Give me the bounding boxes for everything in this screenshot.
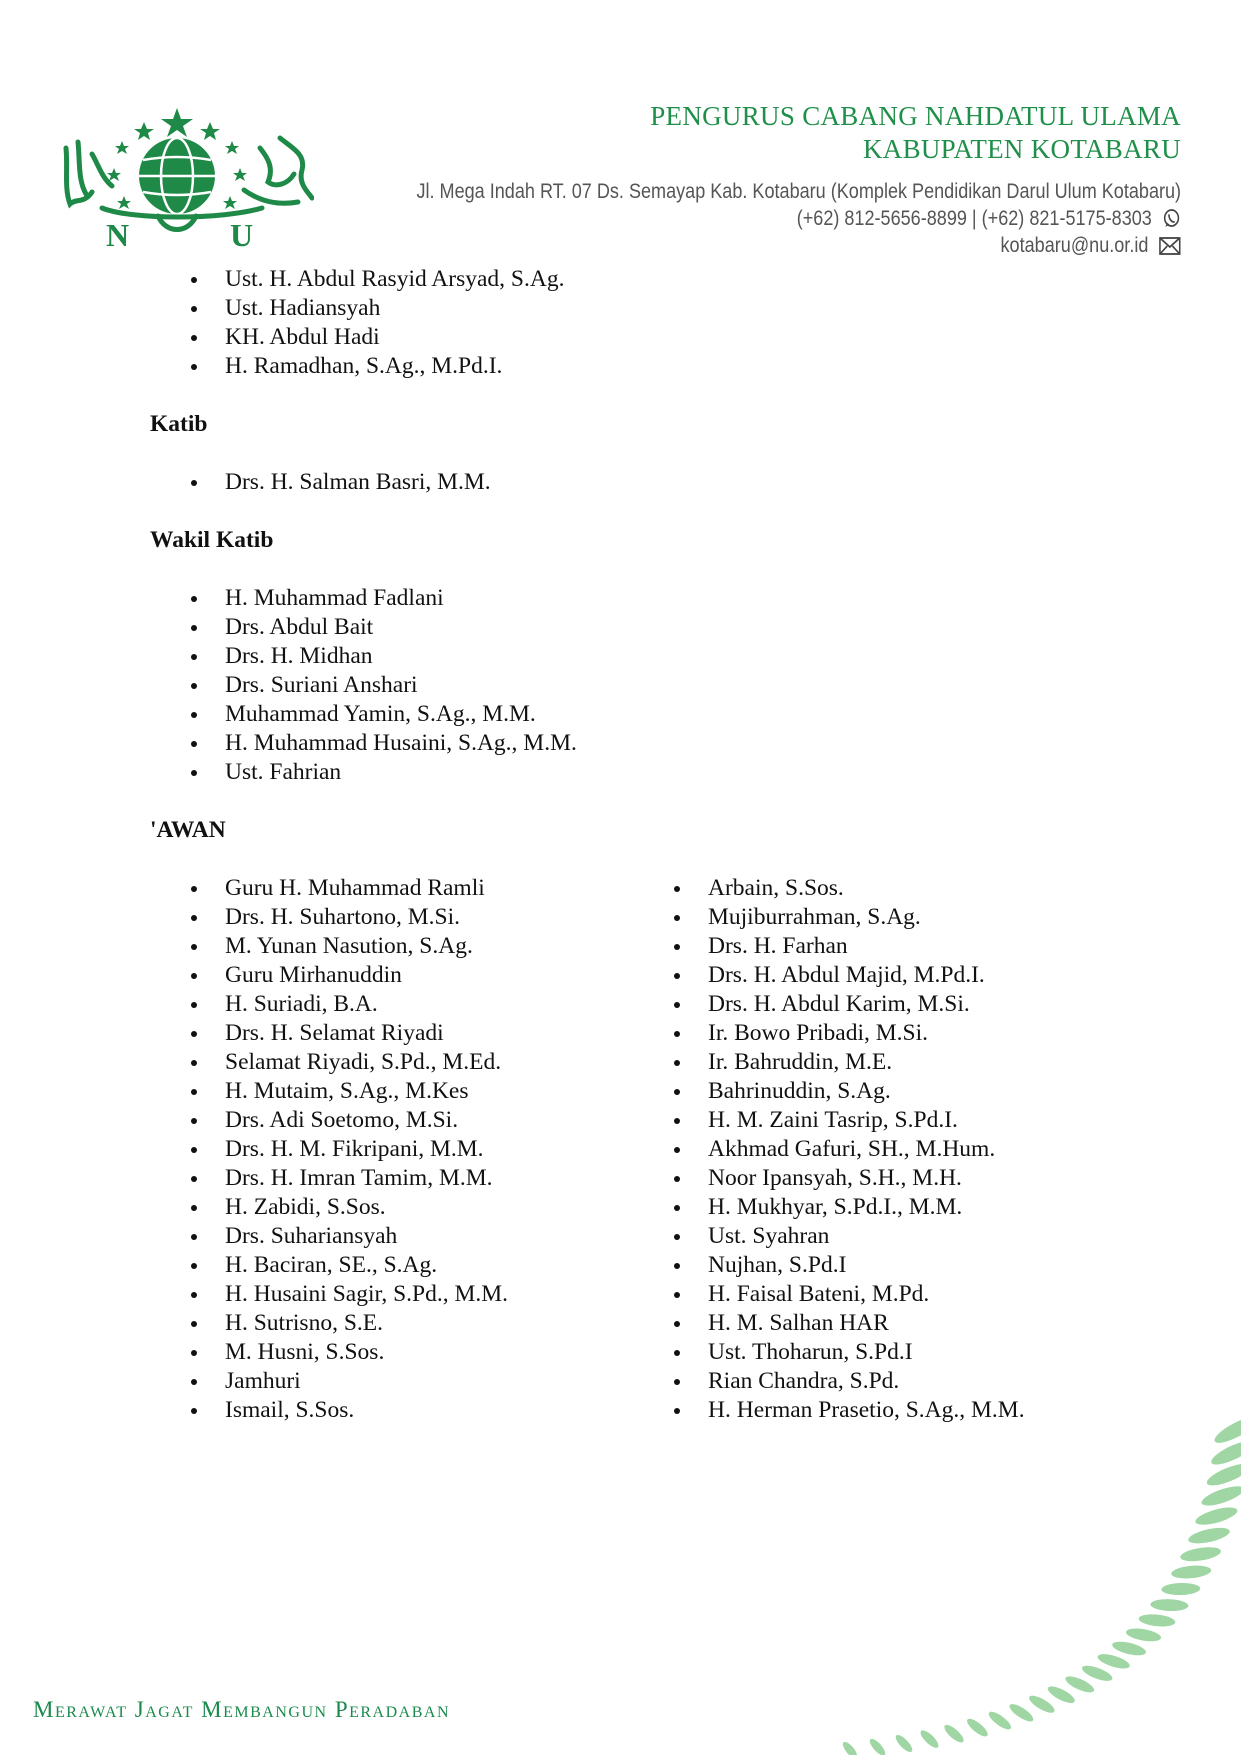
email-line xyxy=(416,232,1181,259)
list-item: Guru Mirhanuddin xyxy=(150,961,633,990)
list-item: H. Mukhyar, S.Pd.I., M.M. xyxy=(633,1193,1133,1222)
katib-list xyxy=(150,468,1150,497)
list-item: Mujiburrahman, S.Ag. xyxy=(633,903,1133,932)
org-name-line: PENGURUS CABANG NAHDATUL ULAMA xyxy=(650,101,1181,131)
address-line xyxy=(416,178,1181,205)
list-item: Akhmad Gafuri, SH., M.Hum. xyxy=(633,1135,1133,1164)
list-item: Noor Ipansyah, S.H., M.H. xyxy=(633,1164,1133,1193)
list-item: Drs. H. Midhan xyxy=(150,642,1150,671)
list-item: H. Muhammad Fadlani xyxy=(150,584,1150,613)
list-item: Bahrinuddin, S.Ag. xyxy=(633,1077,1133,1106)
list-item: Ust. H. Abdul Rasyid Arsyad, S.Ag. xyxy=(150,265,1150,294)
list-item: Drs. H. Suhartono, M.Si. xyxy=(150,903,633,932)
rope-strand xyxy=(841,1740,860,1755)
list-item: Ust. Syahran xyxy=(633,1222,1133,1251)
list-item: H. Ramadhan, S.Ag., M.Pd.I. xyxy=(150,352,1150,381)
awan-heading: 'AWAN xyxy=(150,817,226,843)
list-item: Arbain, S.Sos. xyxy=(633,874,1133,903)
envelope-icon xyxy=(1159,236,1181,256)
list-item: Ust. Fahrian xyxy=(150,758,1150,787)
rope-strand xyxy=(1171,1564,1212,1580)
list-item: Drs. H. Imran Tamim, M.M. xyxy=(150,1164,633,1193)
list-item: Drs. Adi Soetomo, M.Si. xyxy=(150,1106,633,1135)
list-item: H. Muhammad Husaini, S.Ag., M.M. xyxy=(150,729,1150,758)
rope-decoration xyxy=(840,1420,1241,1755)
list-item: Drs. H. Salman Basri, M.M. xyxy=(150,468,1150,497)
rope-strand xyxy=(867,1737,887,1755)
list-item: H. Mutaim, S.Ag., M.Kes xyxy=(150,1077,633,1106)
list-item: H. Baciran, SE., S.Ag. xyxy=(150,1251,633,1280)
rope-strand xyxy=(965,1716,991,1739)
rope-strand xyxy=(1194,1504,1239,1528)
rope-strand xyxy=(1111,1639,1147,1658)
list-item: Ust. Thoharun, S.Pd.I xyxy=(633,1338,1133,1367)
org-region-line: KABUPATEN KOTABARU xyxy=(862,134,1181,164)
katib-heading: Katib xyxy=(150,411,208,437)
list-item: Drs. H. Selamat Riyadi xyxy=(150,1019,633,1048)
awan-list-left xyxy=(150,874,633,1425)
list-item: Ir. Bowo Pribadi, M.Si. xyxy=(633,1019,1133,1048)
rope-strand xyxy=(1007,1701,1035,1724)
continued-member-list xyxy=(150,265,1150,381)
list-item: Ust. Hadiansyah xyxy=(150,294,1150,323)
rope-strand xyxy=(1200,1482,1241,1509)
contact-block xyxy=(416,178,1181,259)
list-item: Ir. Bahruddin, M.E. xyxy=(633,1048,1133,1077)
list-item: M. Yunan Nasution, S.Ag. xyxy=(150,932,633,961)
rope-strand xyxy=(1138,1613,1176,1628)
rope-strand xyxy=(1179,1545,1222,1564)
document-body xyxy=(150,265,1150,1425)
list-item: M. Husni, S.Sos. xyxy=(150,1338,633,1367)
rope-strand xyxy=(986,1709,1013,1732)
organization-title xyxy=(650,100,1181,166)
rope-strand xyxy=(918,1728,941,1751)
list-item: Drs. H. Abdul Karim, M.Si. xyxy=(633,990,1133,1019)
list-item: H. Sutrisno, S.E. xyxy=(150,1309,633,1338)
rope-strand xyxy=(942,1722,966,1745)
list-item: Nujhan, S.Pd.I xyxy=(633,1251,1133,1280)
list-item: Selamat Riyadi, S.Pd., M.Ed. xyxy=(150,1048,633,1077)
rope-strand xyxy=(1063,1673,1096,1695)
list-item: H. M. Salhan HAR xyxy=(633,1309,1133,1338)
phone-text: (+62) 812-5656-8899 | (+62) 821-5175-8303 xyxy=(796,207,1152,230)
list-item: Drs. Suriani Anshari xyxy=(150,671,1150,700)
phone-line xyxy=(416,205,1181,232)
list-item: Drs. H. M. Fikripani, M.M. xyxy=(150,1135,633,1164)
list-item: Drs. Suhariansyah xyxy=(150,1222,633,1251)
footer-slogan: Merawat Jagat Membangun Peradaban xyxy=(33,1697,450,1722)
list-item: Jamhuri xyxy=(150,1367,633,1396)
rope-strand xyxy=(1080,1663,1114,1684)
logo-letter-u: U xyxy=(230,217,254,250)
wakil-katib-list xyxy=(150,584,1150,787)
list-item: KH. Abdul Hadi xyxy=(150,323,1150,352)
list-item: Muhammad Yamin, S.Ag., M.M. xyxy=(150,700,1150,729)
rope-strand xyxy=(1046,1683,1077,1706)
list-item: Rian Chandra, S.Pd. xyxy=(633,1367,1133,1396)
rope-strand xyxy=(893,1733,914,1755)
rope-strand xyxy=(1125,1626,1162,1643)
list-item: H. Herman Prasetio, S.Ag., M.M. xyxy=(633,1396,1133,1425)
rope-strand xyxy=(1027,1693,1057,1716)
list-item: Drs. H. Farhan xyxy=(633,932,1133,961)
email-text: kotabaru@nu.or.id xyxy=(1000,234,1149,257)
list-item: H. Zabidi, S.Sos. xyxy=(150,1193,633,1222)
address-text: Jl. Mega Indah RT. 07 Ds. Semayap Kab. Kotabaru (Komplek Pendidikan Darul Ulum Kotabaru) xyxy=(416,180,1181,203)
list-item: H. Suriadi, B.A. xyxy=(150,990,633,1019)
list-item: H. Faisal Bateni, M.Pd. xyxy=(633,1280,1133,1309)
whatsapp-icon xyxy=(1162,208,1181,230)
wakil-katib-heading: Wakil Katib xyxy=(150,527,274,553)
logo-letter-n: N xyxy=(106,217,130,250)
rope-strand xyxy=(1212,1420,1241,1447)
list-item: Drs. Abdul Bait xyxy=(150,613,1150,642)
rope-strand xyxy=(1150,1598,1188,1611)
awan-columns xyxy=(150,874,1150,1425)
rope-strand xyxy=(1204,1460,1241,1490)
list-item: Drs. H. Abdul Majid, M.Pd.I. xyxy=(633,961,1133,990)
list-item: Guru H. Muhammad Ramli xyxy=(150,874,633,903)
list-item: Ismail, S.Sos. xyxy=(150,1396,633,1425)
rope-strand xyxy=(1096,1651,1131,1671)
awan-list-right xyxy=(633,874,1133,1425)
list-item: H. Husaini Sagir, S.Pd., M.M. xyxy=(150,1280,633,1309)
list-item: H. M. Zaini Tasrip, S.Pd.I. xyxy=(633,1106,1133,1135)
rope-strand xyxy=(1161,1582,1200,1595)
nu-logo xyxy=(62,108,314,250)
rope-strand xyxy=(1187,1525,1231,1547)
